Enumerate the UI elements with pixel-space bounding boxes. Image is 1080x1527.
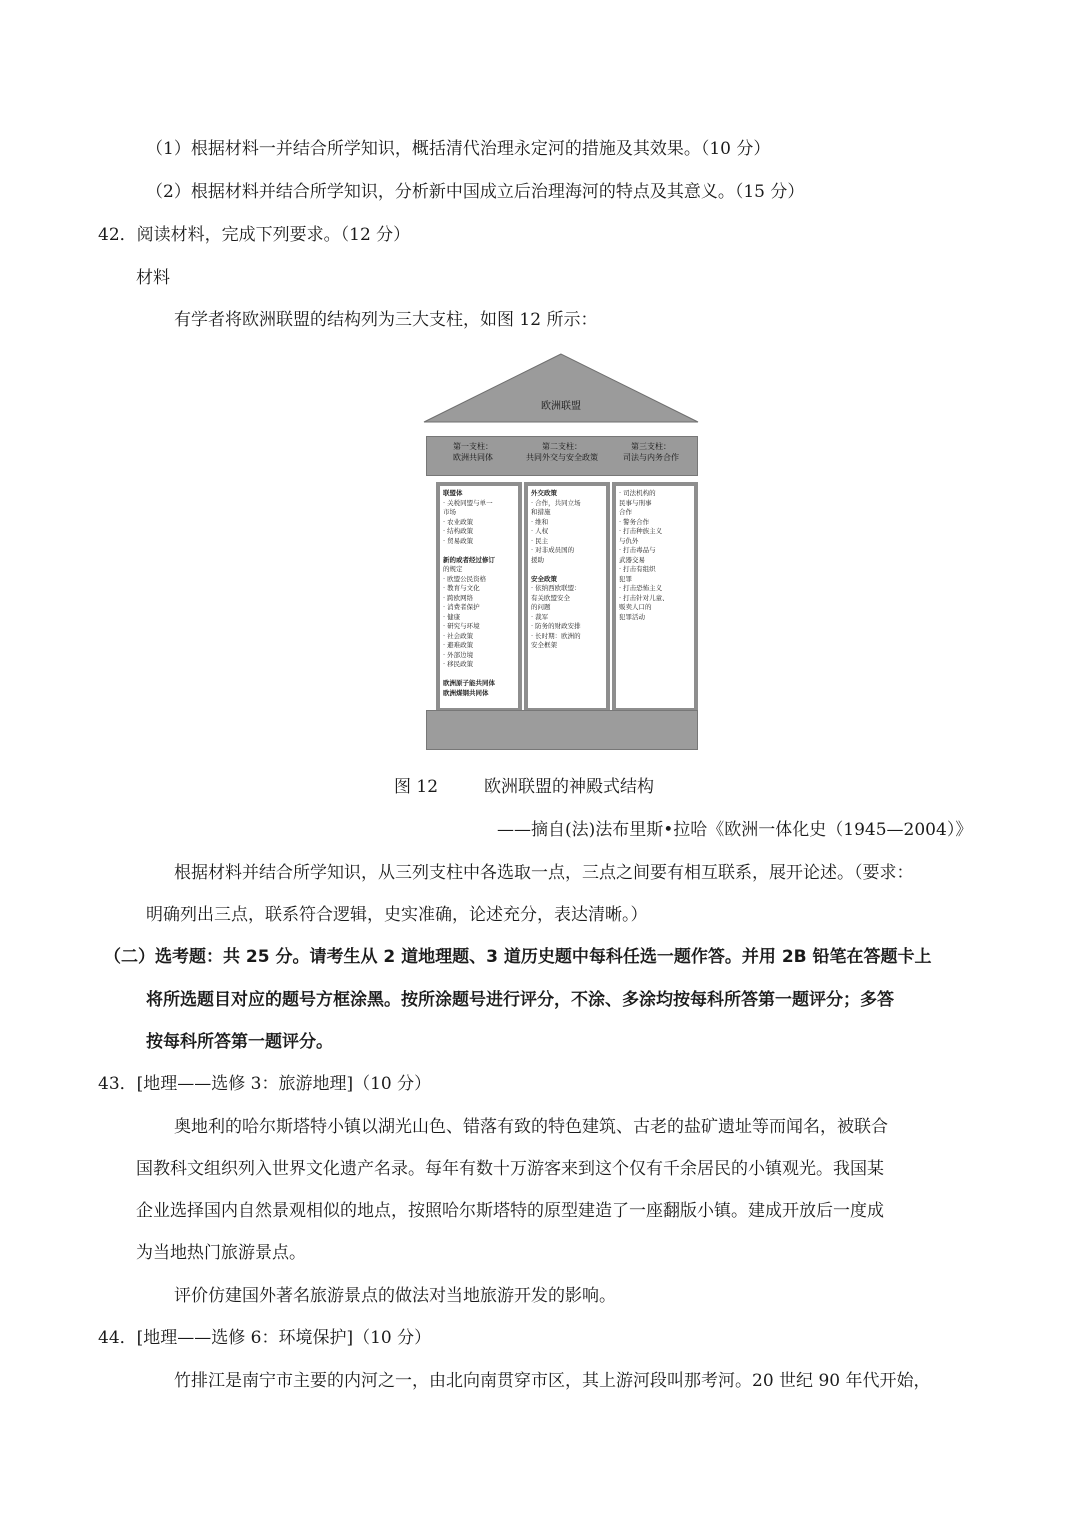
pillar-item: · 打击种族主义: [619, 527, 663, 535]
pillar-item: · 打击有组织: [619, 565, 656, 573]
pillar-item: 合作: [619, 508, 632, 516]
pillar-item: 的规定: [443, 565, 463, 573]
pillar-item: 援助: [531, 555, 544, 564]
pillar-item: 贩卖人口的: [619, 603, 652, 611]
q42-requirement-1: 根据材料并结合所学知识，从三列支柱中各选取一点，三点之间要有相互联系，展开论述。（要求：: [174, 863, 914, 883]
pillar-3: [612, 482, 698, 712]
pillar-item: · 避难政策: [443, 641, 474, 649]
pillar-item: 犯罪活动: [619, 612, 645, 621]
pillar-item: · 农业政策: [443, 517, 474, 526]
pillar1-head: 第一支柱： 欧洲共同体: [453, 442, 493, 462]
pillar-item: 有关欧盟安全: [531, 593, 570, 602]
pillar-item: · 外部边境: [443, 650, 474, 659]
eu-temple-figure: [418, 352, 704, 748]
pillar-item: [443, 546, 515, 556]
pillar-item: · 结构政策: [443, 527, 474, 535]
pillar1-content: [440, 486, 518, 708]
source-line: ——摘自(法)法布里斯•拉哈《欧洲一体化史（1945—2004）》: [497, 820, 973, 840]
q42-intro: 有学者将欧洲联盟的结构列为三大支柱，如图 12 所示：: [174, 310, 598, 330]
roof-label: 欧洲联盟: [541, 401, 581, 412]
pillar-item: · 人权: [531, 527, 549, 535]
pillar-item: · 防务的财政安排: [531, 622, 581, 630]
pillar2-content: [528, 486, 606, 708]
q44-para1: 竹排江是南宁市主要的内河之一，由北向南贯穿市区，其上游河段叫那考河。20 世纪 90 年代开始，: [174, 1371, 931, 1391]
pillar2-head: 第二支柱： 共同外交与安全政策: [526, 442, 598, 462]
pillar-item: 安全政策: [531, 574, 557, 583]
pillar-item: 欧洲煤钢共同体: [443, 688, 489, 697]
pillar-item: 欧洲原子能共同体: [443, 679, 495, 687]
pillar-item: · 司法机构的: [619, 489, 656, 497]
pillar-item: · 教育与文化: [443, 584, 480, 592]
section2-line1: （二）选考题：共 25 分。请考生从 2 道地理题、3 道历史题中每科任选一题作答。并用 2B 铅笔在答题卡上: [104, 947, 932, 967]
pillar-item: · 打击针对儿童、: [619, 593, 669, 602]
q42-requirement-2: 明确列出三点，联系符合逻辑，史实准确，论述充分，表达清晰。）: [146, 905, 648, 925]
pillar-item: · 关税同盟与单一: [443, 498, 493, 507]
pillar-item: · 社会政策: [443, 631, 474, 640]
pillar-item: · 打击毒品与: [619, 546, 656, 554]
pillar-item: 与仇外: [619, 536, 639, 545]
pillar-item: [443, 670, 515, 680]
pillar-item: · 欧盟公民资格: [443, 574, 487, 583]
figure-caption-text: 欧洲联盟的神殿式结构: [484, 777, 654, 797]
pillar-item: 民事与刑事: [619, 498, 652, 507]
q43-para3: 企业选择国内自然景观相似的地点，按照哈尔斯塔特的原型建造了一座翻版小镇。建成开放后一度成: [136, 1201, 884, 1221]
pillar-item: 犯罪: [619, 574, 632, 583]
pillar-item: · 消费者保护: [443, 603, 480, 611]
q43-question: 评价仿建国外著名旅游景点的做法对当地旅游开发的影响。: [174, 1286, 616, 1306]
temple-base: [426, 710, 698, 750]
pillar-item: 新的或者经过修订: [443, 555, 495, 564]
q43-title: 43．[地理——选修 3：旅游地理]（10 分）: [98, 1074, 432, 1094]
pillar-item: · 合作，共同立场: [531, 498, 581, 507]
pillar3-head: 第三支柱： 司法与内务合作: [623, 442, 679, 462]
section2-line2: 将所选题目对应的题号方框涂黑。按所涂题号进行评分，不涂、多涂均按每科所答第一题评分；多答: [146, 990, 894, 1010]
section2-line3: 按每科所答第一题评分。: [146, 1032, 333, 1052]
pillar3-content: [616, 486, 694, 708]
pillar-item: · 依纳西欧联盟：: [531, 584, 581, 592]
pillar-item: 联盟体: [443, 489, 463, 497]
q43-para4: 为当地热门旅游景点。: [136, 1243, 306, 1263]
pillar-item: · 健康: [443, 612, 461, 621]
temple-beam: [426, 436, 698, 476]
q43-para1: 奥地利的哈尔斯塔特小镇以湖光山色、错落有致的特色建筑、古老的盐矿遗址等而闻名，被联合: [174, 1117, 888, 1137]
pillar-item: · 警务合作: [619, 517, 650, 526]
figure-caption-number: 图 12: [394, 777, 439, 797]
temple-roof: [418, 352, 704, 426]
pillar-2: [524, 482, 610, 712]
pillar-item: 外交政策: [531, 489, 557, 497]
q43-para2: 国教科文组织列入世界文化遗产名录。每年有数十万游客来到这个仅有千余居民的小镇观光。我国某: [136, 1159, 884, 1179]
pillar-item: · 民主: [531, 536, 549, 545]
pillar-item: · 跨欧网络: [443, 593, 474, 602]
pillar-item: 武器交易: [619, 555, 645, 564]
q41-part1: （1）根据材料一并结合所学知识，概括清代治理永定河的措施及其效果。（10 分）: [146, 139, 771, 159]
pillar-item: [531, 565, 603, 575]
material-label: 材料: [136, 268, 170, 288]
q44-title: 44．[地理——选修 6：环境保护]（10 分）: [98, 1328, 432, 1348]
pillar-item: · 裁军: [531, 612, 549, 621]
pillar-item: · 贸易政策: [443, 536, 474, 545]
pillar-item: · 维和: [531, 517, 549, 526]
pillar-item: 市场: [443, 508, 456, 516]
pillar-item: 安全框架: [531, 641, 557, 649]
q41-part2: （2）根据材料并结合所学知识，分析新中国成立后治理海河的特点及其意义。（15 分）: [146, 182, 805, 202]
pillar-item: · 长时期：欧洲的: [531, 631, 581, 640]
q42-title: 42．阅读材料，完成下列要求。（12 分）: [98, 225, 411, 245]
pillar-item: · 对非成员国的: [531, 546, 575, 554]
pillar-1: [436, 482, 522, 712]
pillar-item: 和措施: [531, 508, 551, 516]
pillar-item: · 移民政策: [443, 660, 474, 668]
pillar-item: · 打击恐怖主义: [619, 584, 663, 592]
pillar-item: · 研究与环境: [443, 622, 480, 630]
pillar-item: 的问题: [531, 603, 551, 611]
